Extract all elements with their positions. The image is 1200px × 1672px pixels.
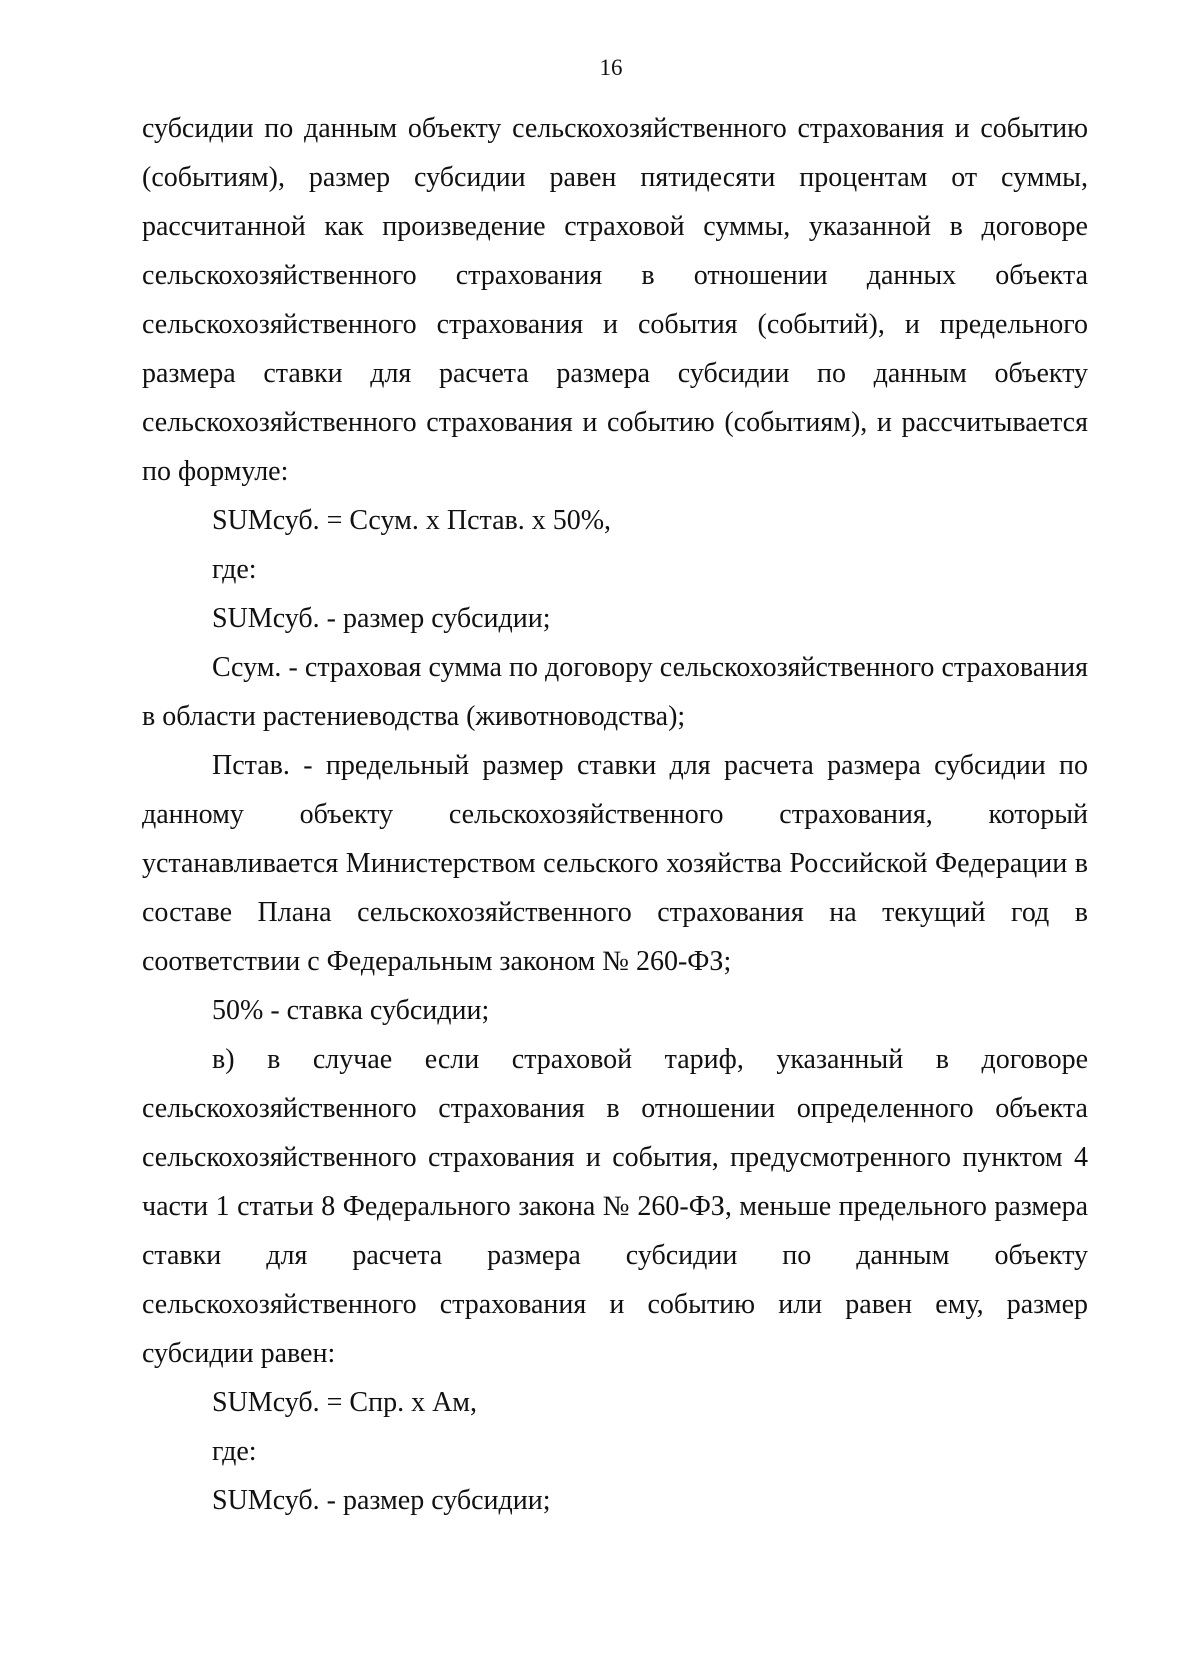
paragraph-item-v: в) в случае если страховой тариф, указанный в договоре сельскохозяйственного страхования в отношении определенного объекта сельскохозяйственного страхования и события, предусмотренного пунктом 4 части 1 статьи 8 Федерального закона № 260-ФЗ, меньше предельного размера ставки для расчета размера субсидии по данным объекту сельскохозяйственного страхования и событию или равен ему, размер субсидии равен: [142,1044,1088,1369]
definition-sumsub: SUMсуб. - размер субсидии; [212,603,551,634]
formula-subsidy-sum: SUMсуб. = Ссум. х Пстав. х 50%, [212,505,612,536]
where-label-2: где: [212,1436,257,1467]
definition-csum: Ссум. - страховая сумма по договору сельскохозяйственного страхования в области растениеводства (животноводства); [142,652,1088,732]
definition-pstav: Пстав. - предельный размер ставки для расчета размера субсидии по данному объекту сельскохозяйственного страхования, который устанавливается Министерством сельского хозяйства Российской Федерации в составе Плана сельскохозяйственного страхования на текущий год в соответствии с Федеральным законом № 260-ФЗ; [142,750,1088,977]
where-label: где: [212,554,257,585]
definition-sumsub-2: SUMсуб. - размер субсидии; [212,1485,551,1516]
page-number: 16 [599,55,623,80]
formula-subsidy-spr: SUMсуб. = Спр. х Ам, [212,1387,478,1418]
definition-rate: 50% - ставка субсидии; [212,995,490,1026]
paragraph-subsidy-continuation: субсидии по данным объекту сельскохозяйственного страхования и событию (событиям), размер субсидии равен пятидесяти процентам от суммы, рассчитанной как произведение страховой суммы, указанной в договоре сельскохозяйственного страхования в отношении данных объекта сельскохозяйственного страхования и события (событий), и предельного размера ставки для расчета размера субсидии по данным объекту сельскохозяйственного страхования и событию (событиям), и рассчитывается по формуле: [142,113,1088,487]
document-body [142,104,1088,1525]
